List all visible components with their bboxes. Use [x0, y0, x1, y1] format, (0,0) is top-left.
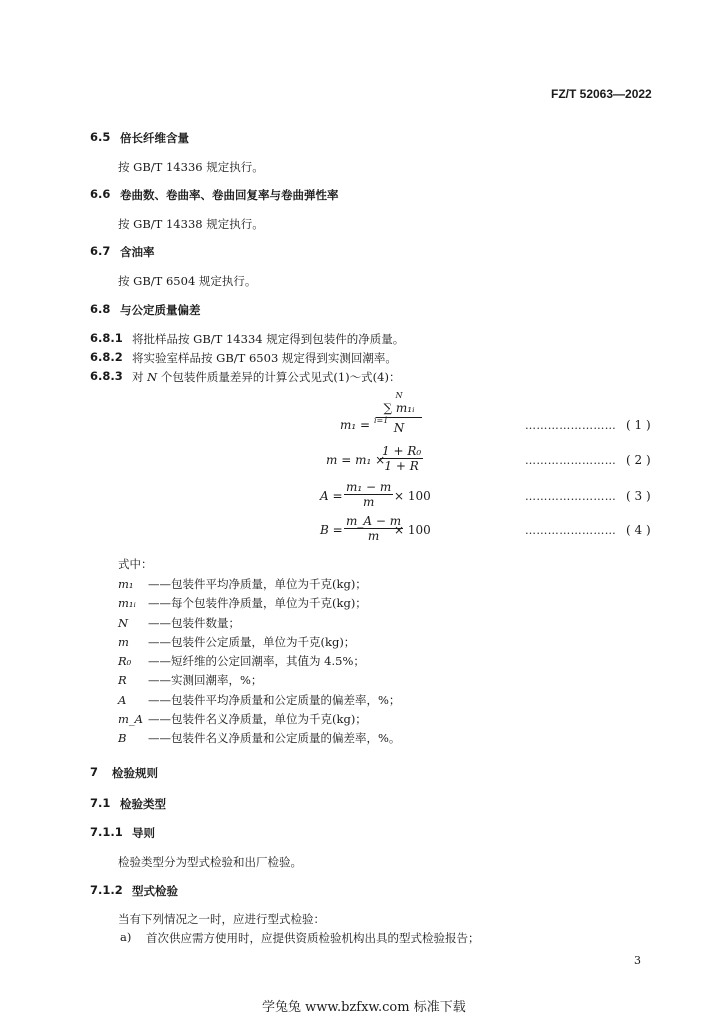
section-6-6-title: 卷曲数、卷曲率、卷曲回复率与卷曲弹性率 [120, 188, 339, 202]
section-6-7-text: 按 GB/T 6504 规定执行。 [118, 274, 257, 288]
formula-4-numerator: m_A − m [346, 514, 402, 528]
formula-2-number: ( 2 ) [626, 453, 651, 467]
definition-row [118, 728, 400, 747]
section-6-8-2-number: 6.8.2 [90, 350, 123, 364]
definition-row [118, 709, 400, 728]
formula-4-number: ( 4 ) [626, 523, 651, 537]
definition-symbol: R [118, 673, 127, 688]
section-6-7-title: 含油率 [120, 245, 155, 259]
section-7-1-2-number: 7.1.2 [90, 883, 123, 897]
formula-4-denominator: m [367, 529, 380, 543]
page-number: 3 [634, 954, 641, 967]
section-6-8-3-text: 对 N 个包装件质量差异的计算公式见式(1)～式(4)： [132, 370, 401, 384]
formula-4-dots: …………………… [525, 524, 617, 537]
section-6-5-title: 倍长纤维含量 [120, 131, 189, 145]
definition-symbol: m_A [118, 712, 143, 727]
section-7-1-1-number: 7.1.1 [90, 825, 123, 839]
chapter-7-title: 检验规则 [112, 766, 158, 780]
section-6-5-text: 按 GB/T 14336 规定执行。 [118, 160, 264, 174]
formula-4-tail: × 100 [394, 523, 431, 537]
definition-symbol: R₀ [118, 654, 132, 669]
chapter-7-number: 7 [90, 765, 99, 779]
formula-3-numerator: m₁ − m [346, 480, 392, 494]
definition-text: ——包装件名义净质量和公定质量的偏差率，%。 [148, 731, 401, 746]
formula-1-sum-top: N [395, 391, 403, 400]
section-7-1-1-text: 检验类型分为型式检验和出厂检验。 [118, 855, 302, 869]
formula-1-denominator: N [393, 421, 405, 435]
section-6-6-number: 6.6 [90, 187, 111, 201]
definition-row [118, 651, 400, 670]
section-6-8-title: 与公定质量偏差 [120, 303, 201, 317]
formula-1-sum-bottom: i=1 [374, 416, 389, 425]
list-item-a-label: a) [120, 930, 132, 944]
formula-2-dots: …………………… [525, 454, 617, 467]
definition-text: ——包装件平均净质量，单位为千克(kg)； [148, 577, 367, 591]
formula-3-fraction [344, 480, 393, 509]
definition-text: ——短纤维的公定回潮率，其值为 4.5%； [148, 654, 365, 669]
where-label: 式中： [118, 557, 153, 571]
definition-row [118, 632, 400, 651]
formula-1-fraction [376, 392, 422, 436]
formula-3-dots: …………………… [525, 490, 617, 503]
section-6-5-number: 6.5 [90, 130, 111, 144]
definition-symbol: A [118, 692, 127, 707]
formula-2-numerator: 1 + R₀ [382, 444, 422, 458]
formula-2-denominator: 1 + R [384, 459, 419, 473]
definition-symbol: m₁ [118, 577, 134, 591]
definition-symbol: N [118, 615, 129, 630]
formula-2-fraction [380, 444, 423, 473]
formula-3-lhs: A = [320, 489, 343, 503]
section-7-1-2-text: 当有下列情况之一时，应进行型式检验： [118, 912, 325, 926]
formula-4-lhs: B = [320, 523, 343, 537]
formula-1-number: ( 1 ) [626, 418, 651, 432]
section-7-1-number: 7.1 [90, 796, 111, 810]
definition-row [118, 593, 400, 612]
definition-text: ——包装件名义净质量，单位为千克(kg)； [148, 712, 367, 727]
section-7-1-title: 检验类型 [120, 797, 166, 811]
section-6-8-1-number: 6.8.1 [90, 331, 123, 345]
section-6-8-number: 6.8 [90, 302, 111, 316]
definition-text: ——每个包装件净质量，单位为千克(kg)； [148, 596, 367, 611]
definition-row [118, 574, 400, 593]
definition-text: ——包装件平均净质量和公定质量的偏差率，%； [148, 692, 401, 707]
definition-row [118, 670, 400, 689]
formula-2-lhs: m = m₁ × [326, 453, 386, 467]
definition-row [118, 613, 400, 632]
section-6-8-3-number: 6.8.3 [90, 369, 123, 383]
definition-text: ——包装件数量； [148, 615, 240, 630]
formula-3-tail: × 100 [394, 489, 431, 503]
definition-symbol: m [118, 634, 129, 649]
formula-1-lhs: m₁ = [340, 418, 371, 432]
formula-1-numerator: ∑ m₁ᵢ [376, 400, 422, 418]
section-7-1-1-title: 导则 [132, 826, 155, 840]
formula-3-number: ( 3 ) [626, 489, 651, 503]
section-6-8-2-text: 将实验室样品按 GB/T 6503 规定得到实测回潮率。 [132, 351, 397, 365]
section-6-7-number: 6.7 [90, 244, 111, 258]
formula-1-dots: …………………… [525, 419, 617, 432]
definitions-list [118, 574, 400, 748]
list-item-a-text: 首次供应需方使用时，应提供资质检验机构出具的型式检验报告； [146, 931, 480, 945]
definition-text: ——实测回潮率，%； [148, 673, 263, 688]
footer-watermark: 学兔兔 www.bzfxw.com 标准下载 [262, 1000, 466, 1015]
section-6-8-1-text: 将批样品按 GB/T 14334 规定得到包装件的净质量。 [132, 332, 405, 346]
standard-code: FZ/T 52063—2022 [551, 87, 652, 101]
section-6-6-text: 按 GB/T 14338 规定执行。 [118, 217, 264, 231]
definition-symbol: B [118, 731, 127, 746]
section-7-1-2-title: 型式检验 [132, 884, 178, 898]
definition-text: ——包装件公定质量，单位为千克(kg)； [148, 634, 356, 649]
definition-symbol: m₁ᵢ [118, 596, 136, 611]
formula-3-denominator: m [362, 495, 375, 509]
definition-row [118, 690, 400, 709]
